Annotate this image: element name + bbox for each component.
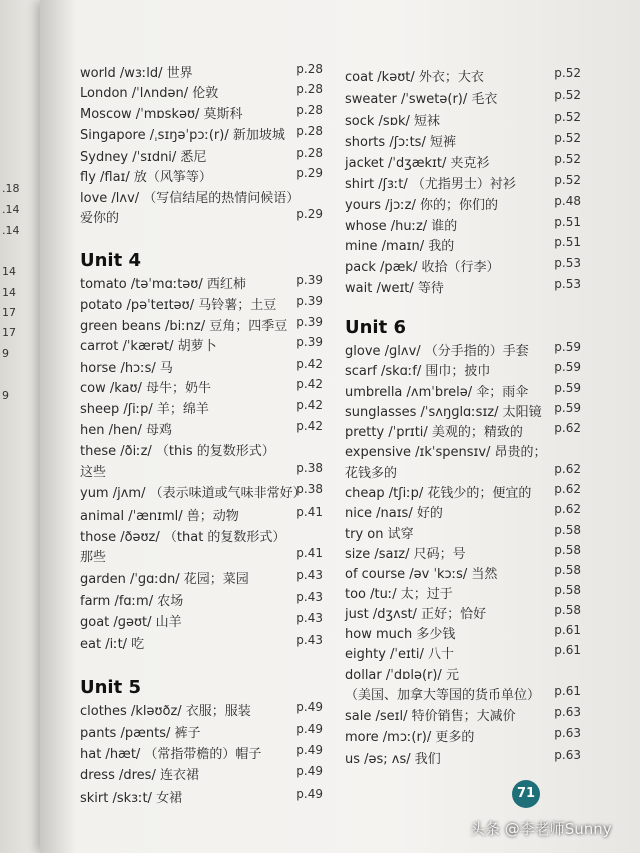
vocab-page-ref: p.59	[554, 401, 581, 415]
vocab-text: sunglasses /ˈsʌŋɡlɑːsɪz/ 太阳镜	[345, 405, 542, 420]
vocab-page-ref: p.61	[554, 623, 581, 637]
vocab-text: glove /ɡlʌv/ （分手指的）手套	[345, 344, 529, 359]
vocab-page-ref: p.61	[554, 684, 581, 698]
vocab-text: potato /pəˈteɪtəʊ/ 马铃薯；土豆	[80, 298, 277, 313]
vocab-text: pack /pæk/ 收拾（行李）	[345, 260, 500, 275]
vocab-page-ref: p.58	[554, 523, 581, 537]
vocab-text: umbrella /ʌmˈbrelə/ 伞；雨伞	[345, 385, 529, 400]
vocab-text: carrot /ˈkærət/ 胡萝卜	[80, 339, 217, 354]
vocab-page-ref: p.58	[554, 583, 581, 597]
vocab-page-ref: p.52	[554, 66, 581, 80]
margin-number: 14	[2, 286, 16, 299]
unit-heading: Unit 5	[80, 677, 141, 698]
vocab-page-ref: p.42	[296, 357, 323, 371]
vocab-text: green beans /biːnz/ 豆角；四季豆	[80, 319, 288, 334]
vocab-text: clothes /kləʊðz/ 衣服；服装	[80, 704, 251, 719]
vocab-page-ref: p.43	[296, 568, 323, 582]
vocab-text: Moscow /ˈmɒskəʊ/ 莫斯科	[80, 107, 243, 122]
vocab-text: expensive /ɪkˈspensɪv/ 昂贵的；	[345, 445, 547, 460]
vocab-page-ref: p.52	[554, 88, 581, 102]
vocab-text: coat /kəʊt/ 外衣；大衣	[345, 70, 484, 85]
vocab-page-ref: p.58	[554, 543, 581, 557]
vocab-text: hat /hæt/ （常指带檐的）帽子	[80, 747, 262, 762]
vocabulary-page	[40, 0, 640, 853]
vocab-page-ref: p.49	[296, 700, 323, 714]
vocab-page-ref: p.38	[296, 482, 323, 496]
vocab-page-ref: p.58	[554, 603, 581, 617]
vocab-text: nice /naɪs/ 好的	[345, 506, 443, 521]
watermark: 头条 @李老师Sunny	[470, 820, 612, 838]
margin-number: 17	[2, 326, 16, 339]
margin-number: 9	[2, 347, 9, 360]
vocab-text: tomato /təˈmɑːtəʊ/ 西红柿	[80, 277, 246, 292]
vocab-text: yum /jʌm/ （表示味道或气味非常好）	[80, 486, 306, 501]
vocab-text: scarf /skɑːf/ 围巾；披巾	[345, 364, 491, 379]
vocab-page-ref: p.28	[296, 62, 323, 76]
vocab-text: too /tuː/ 太；过于	[345, 587, 453, 602]
vocab-text: just /dʒʌst/ 正好；恰好	[345, 607, 487, 622]
vocab-page-ref: p.48	[554, 194, 581, 208]
vocab-text: cow /kaʊ/ 母牛；奶牛	[80, 381, 212, 396]
vocab-page-ref: p.59	[554, 360, 581, 374]
vocab-text: pretty /ˈprɪti/ 美观的；精致的	[345, 425, 523, 440]
vocab-text: jacket /ˈdʒækɪt/ 夹克衫	[345, 156, 490, 171]
vocab-text: those /ðəʊz/ （that 的复数形式）	[80, 530, 286, 545]
vocab-page-ref: p.51	[554, 215, 581, 229]
vocab-page-ref: p.52	[554, 173, 581, 187]
vocab-page-ref: p.62	[554, 502, 581, 516]
vocab-page-ref: p.49	[296, 764, 323, 778]
vocab-page-ref: p.51	[554, 235, 581, 249]
vocab-text: size /saɪz/ 尺码；号	[345, 547, 466, 562]
vocab-page-ref: p.59	[554, 381, 581, 395]
vocab-text: wait /weɪt/ 等待	[345, 281, 444, 296]
vocab-page-ref: p.53	[554, 256, 581, 270]
vocab-page-ref: p.61	[554, 643, 581, 657]
vocab-text: hen /hen/ 母鸡	[80, 423, 172, 438]
vocab-page-ref: p.43	[296, 633, 323, 647]
vocab-text: more /mɔː(r)/ 更多的	[345, 730, 475, 745]
vocab-page-ref: p.49	[296, 722, 323, 736]
margin-number: 17	[2, 306, 16, 319]
vocab-text: love /lʌv/ （写信结尾的热情问候语）	[80, 191, 300, 206]
page-number-badge: 71	[512, 780, 540, 808]
vocab-page-ref: p.29	[296, 207, 323, 221]
vocab-page-ref: p.59	[554, 340, 581, 354]
vocab-text: London /ˈlʌndən/ 伦敦	[80, 86, 219, 101]
vocab-page-ref: p.42	[296, 398, 323, 412]
vocab-page-ref: p.42	[296, 419, 323, 433]
vocab-text: shorts /ʃɔːts/ 短裤	[345, 135, 456, 150]
vocab-page-ref: p.39	[296, 294, 323, 308]
vocab-text: world /wɜːld/ 世界	[80, 66, 193, 81]
vocab-page-ref: p.41	[296, 505, 323, 519]
vocab-text: mine /maɪn/ 我的	[345, 239, 455, 254]
vocab-page-ref: p.39	[296, 273, 323, 287]
vocab-page-ref: p.63	[554, 748, 581, 762]
vocab-text: eat /iːt/ 吃	[80, 637, 145, 652]
vocab-page-ref: p.39	[296, 315, 323, 329]
vocab-page-ref: p.29	[296, 166, 323, 180]
vocab-page-ref: p.62	[554, 462, 581, 476]
vocab-text: shirt /ʃɜːt/ （尤指男士）衬衫	[345, 177, 516, 192]
vocab-text: （美国、加拿大等国的货币单位）	[345, 688, 541, 703]
vocab-text: garden /ˈɡɑːdn/ 花园；菜园	[80, 572, 249, 587]
vocab-text: Sydney /ˈsɪdni/ 悉尼	[80, 150, 207, 165]
margin-number: .14	[2, 203, 20, 216]
vocab-page-ref: p.49	[296, 743, 323, 757]
vocab-text: horse /hɔːs/ 马	[80, 361, 173, 376]
vocab-text: sheep /ʃiːp/ 羊；绵羊	[80, 402, 209, 417]
vocab-text: 那些	[80, 550, 107, 565]
vocab-text: 爱你的	[80, 211, 120, 226]
vocab-text: how much 多少钱	[345, 627, 456, 642]
vocab-text: yours /jɔːz/ 你的；你们的	[345, 198, 498, 213]
margin-number: .18	[2, 182, 20, 195]
vocab-page-ref: p.63	[554, 726, 581, 740]
vocab-page-ref: p.43	[296, 611, 323, 625]
vocab-text: goat /ɡəʊt/ 山羊	[80, 615, 182, 630]
vocab-text: eighty /ˈeɪti/ 八十	[345, 647, 455, 662]
vocab-page-ref: p.28	[296, 103, 323, 117]
vocab-page-ref: p.52	[554, 131, 581, 145]
vocab-page-ref: p.28	[296, 82, 323, 96]
vocab-page-ref: p.28	[296, 146, 323, 160]
vocab-page-ref: p.49	[296, 787, 323, 801]
vocab-text: skirt /skɜːt/ 女裙	[80, 791, 183, 806]
vocab-text: try on 试穿	[345, 527, 414, 542]
vocab-page-ref: p.62	[554, 421, 581, 435]
vocab-text: fly /flaɪ/ 放（风筝等）	[80, 170, 212, 185]
unit-heading: Unit 6	[345, 317, 406, 338]
vocab-page-ref: p.39	[296, 335, 323, 349]
margin-number: .14	[2, 224, 20, 237]
vocab-page-ref: p.52	[554, 110, 581, 124]
margin-number: 14	[2, 265, 16, 278]
vocab-page-ref: p.53	[554, 277, 581, 291]
vocab-text: farm /fɑːm/ 农场	[80, 594, 184, 609]
vocab-page-ref: p.43	[296, 590, 323, 604]
vocab-text: whose /huːz/ 谁的	[345, 219, 458, 234]
vocab-text: pants /pænts/ 裤子	[80, 726, 201, 741]
vocab-text: 这些	[80, 465, 107, 480]
margin-number: 9	[2, 389, 9, 402]
vocab-page-ref: p.41	[296, 546, 323, 560]
vocab-text: these /ðiːz/ （this 的复数形式）	[80, 444, 275, 459]
vocab-page-ref: p.63	[554, 705, 581, 719]
vocab-text: dress /dres/ 连衣裙	[80, 768, 199, 783]
vocab-page-ref: p.28	[296, 124, 323, 138]
vocab-text: dollar /ˈdɒlə(r)/ 元	[345, 668, 459, 683]
vocab-text: animal /ˈænɪml/ 兽；动物	[80, 509, 239, 524]
vocab-page-ref: p.38	[296, 461, 323, 475]
vocab-page-ref: p.42	[296, 377, 323, 391]
vocab-text: cheap /tʃiːp/ 花钱少的；便宜的	[345, 486, 532, 501]
vocab-text: of course /əv ˈkɔːs/ 当然	[345, 567, 498, 582]
vocab-text: sale /seɪl/ 特价销售；大减价	[345, 709, 516, 724]
vocab-text: sock /sɒk/ 短袜	[345, 114, 440, 129]
vocab-page-ref: p.62	[554, 482, 581, 496]
vocab-text: Singapore /ˌsɪŋəˈpɔː(r)/ 新加坡城	[80, 128, 285, 143]
vocab-text: sweater /ˈswetə(r)/ 毛衣	[345, 92, 498, 107]
vocab-page-ref: p.58	[554, 563, 581, 577]
vocab-text: 花钱多的	[345, 466, 398, 481]
vocab-text: us /əs; ʌs/ 我们	[345, 752, 441, 767]
vocab-page-ref: p.52	[554, 152, 581, 166]
unit-heading: Unit 4	[80, 250, 141, 271]
